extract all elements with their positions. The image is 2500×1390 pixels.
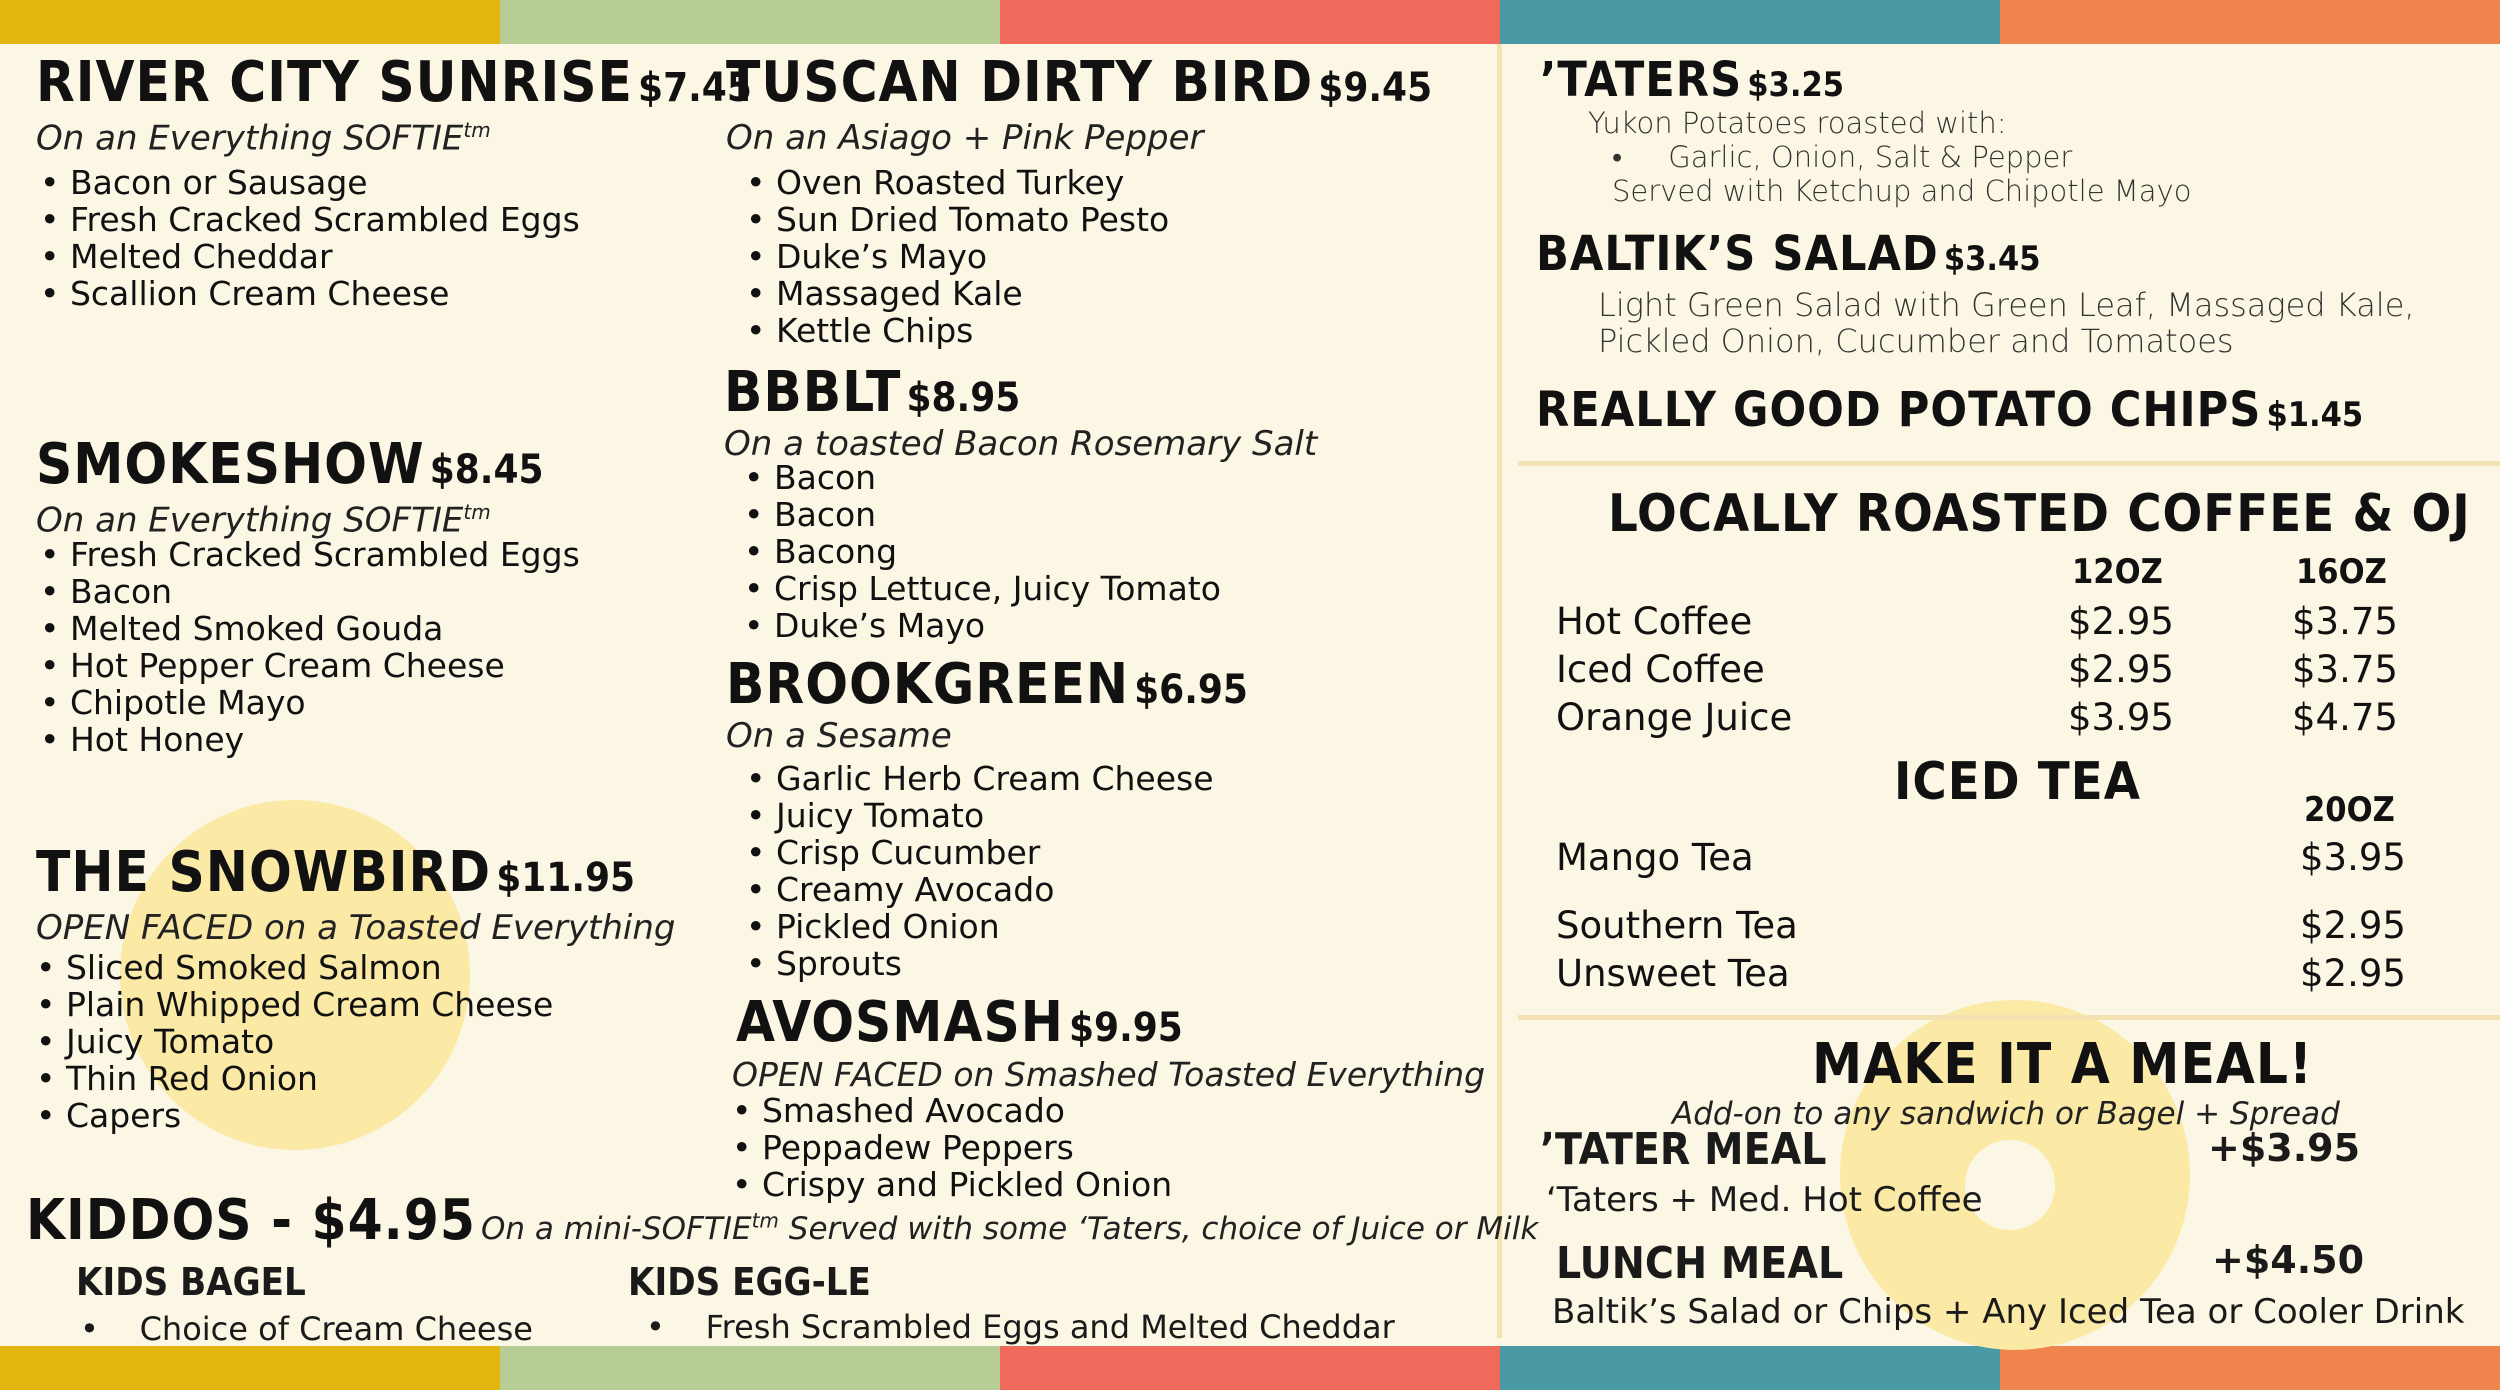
divider-meal-top [1518, 1015, 2500, 1020]
list-item: • Hot Honey [40, 721, 580, 758]
list-item: • Sliced Smoked Salmon [36, 949, 553, 986]
list-item: • Bacon [744, 459, 1221, 496]
table-row-price-12: $3.95 [2068, 696, 2174, 739]
item-name: REALLY GOOD POTATO CHIPS [1536, 382, 2262, 438]
salad-desc-1: Light Green Salad with Green Leaf, Massaged Kale, [1598, 286, 2415, 324]
table-row-name: Orange Juice [1556, 696, 1793, 739]
table-row-name: Mango Tea [1556, 836, 1754, 879]
kids-bagel-heading: KIDS BAGEL [76, 1260, 306, 1304]
vertical-divider [1497, 44, 1502, 1338]
item-price: $6.95 [1134, 667, 1248, 713]
bullet-icon: • [80, 1310, 140, 1348]
divider-coffee-top [1518, 461, 2500, 466]
item-name: SMOKESHOW [36, 432, 425, 497]
table-row-name: Southern Tea [1556, 904, 1798, 947]
trademark: tm [751, 1208, 779, 1233]
list-item: • Smashed Avocado [732, 1092, 1172, 1129]
list-item: • Creamy Avocado [746, 871, 1214, 908]
kids-bagel-option: Choice of Cream Cheese [139, 1310, 533, 1348]
list-item: • Garlic Herb Cream Cheese [746, 760, 1214, 797]
list-item: • Bacon [40, 573, 580, 610]
item-price: $1.45 [2266, 395, 2364, 435]
table-row-price: $3.95 [2300, 836, 2406, 879]
bread-label: On an Everything SOFTIE [36, 118, 464, 159]
bbblt-ingredients [744, 459, 1221, 644]
table-row-price-16: $3.75 [2292, 600, 2398, 643]
item-name: BBBLT [724, 360, 902, 425]
item-name: AVOSMASH [736, 990, 1064, 1055]
chips-heading [1536, 382, 2363, 438]
list-item: • Crisp Lettuce, Juicy Tomato [744, 570, 1221, 607]
list-item: • Massaged Kale [746, 275, 1169, 312]
brookgreen-ingredients [746, 760, 1214, 982]
taters-desc: Yukon Potatoes roasted with: [1588, 106, 2007, 140]
taters-served: Served with Ketchup and Chipotle Mayo [1612, 174, 2192, 208]
item-name: TUSCAN DIRTY BIRD [726, 50, 1314, 115]
smokeshow-ingredients [40, 536, 580, 758]
river-city-bread [36, 118, 491, 158]
item-name: KIDDOS - $4.95 [26, 1188, 476, 1253]
lunch-meal-name: LUNCH MEAL [1556, 1238, 1844, 1289]
list-item: • Thin Red Onion [36, 1060, 553, 1097]
bullet-icon: • [646, 1308, 706, 1346]
meal-subtitle: Add-on to any sandwich or Bagel + Spread [1672, 1096, 2340, 1132]
salad-heading [1536, 226, 2041, 282]
snowbird-ingredients [36, 949, 553, 1134]
list-item: • Fresh Cracked Scrambled Eggs [40, 536, 580, 573]
table-row-name: Hot Coffee [1556, 600, 1753, 643]
river-city-ingredients [40, 164, 580, 312]
list-item: • Sprouts [746, 945, 1214, 982]
lunch-meal-desc: Baltik’s Salad or Chips + Any Iced Tea or Cooler Drink [1552, 1292, 2465, 1332]
list-item: • Scallion Cream Cheese [40, 275, 580, 312]
salad-desc-2: Pickled Onion, Cucumber and Tomatoes [1598, 322, 2234, 360]
snowbird-bread: OPEN FACED on a Toasted Everything [36, 908, 676, 948]
table-row-name: Iced Coffee [1556, 648, 1765, 691]
trademark: tm [463, 118, 491, 142]
kids-eggle-option: Fresh Scrambled Eggs and Melted Cheddar [705, 1308, 1395, 1346]
list-item: • Pickled Onion [746, 908, 1214, 945]
tuscan-bread: On an Asiago + Pink Pepper [726, 118, 1204, 158]
river-city-heading [36, 50, 752, 115]
item-name: BALTIK’S SALAD [1536, 226, 1939, 282]
kids-eggle-item [646, 1308, 1395, 1346]
tuscan-ingredients [746, 164, 1169, 349]
table-row-price: $2.95 [2300, 952, 2406, 995]
item-name: THE SNOWBIRD [36, 840, 492, 905]
bbblt-heading [724, 360, 1020, 425]
list-item: • Sun Dried Tomato Pesto [746, 201, 1169, 238]
taters-bullet [1612, 140, 2072, 175]
brookgreen-heading [726, 652, 1248, 717]
list-item: • Fresh Cracked Scrambled Eggs [40, 201, 580, 238]
item-name: BROOKGREEN [726, 652, 1130, 717]
list-item: • Chipotle Mayo [40, 684, 580, 721]
tater-meal-name: ’TATER MEAL [1540, 1124, 1827, 1175]
list-item: • Hot Pepper Cream Cheese [40, 647, 580, 684]
list-item: • Oven Roasted Turkey [746, 164, 1169, 201]
item-name: ’TATERS [1540, 52, 1743, 108]
snowbird-heading [36, 840, 635, 905]
item-price: $3.25 [1747, 65, 1845, 105]
item-price: $9.95 [1069, 1005, 1183, 1051]
list-item: • Duke’s Mayo [746, 238, 1169, 275]
item-price: $3.45 [1943, 239, 2041, 279]
table-row-price-12: $2.95 [2068, 600, 2174, 643]
trademark: tm [463, 500, 491, 524]
tater-meal-price: +$3.95 [2208, 1126, 2361, 1170]
item-price: $9.45 [1318, 65, 1433, 111]
item-price: $11.95 [496, 855, 636, 901]
item-price: $8.95 [906, 375, 1021, 421]
tuscan-heading [726, 50, 1432, 115]
taters-seasoning: Garlic, Onion, Salt & Pepper [1668, 140, 2073, 174]
table-row-price-16: $4.75 [2292, 696, 2398, 739]
list-item: • Crisp Cucumber [746, 834, 1214, 871]
kids-eggle-heading: KIDS EGG-LE [628, 1260, 871, 1304]
list-item: • Crispy and Pickled Onion [732, 1166, 1172, 1203]
bottom-color-stripe [0, 1346, 2500, 1390]
list-item: • Melted Smoked Gouda [40, 610, 580, 647]
list-item: • Duke’s Mayo [744, 607, 1221, 644]
lunch-meal-price: +$4.50 [2212, 1238, 2365, 1282]
table-row-price-16: $3.75 [2292, 648, 2398, 691]
smokeshow-heading [36, 432, 544, 497]
list-item: • Bacon or Sausage [40, 164, 580, 201]
bbblt-bread: On a toasted Bacon Rosemary Salt [724, 424, 1318, 464]
list-item: • Bacon [744, 496, 1221, 533]
list-item: • Peppadew Peppers [732, 1129, 1172, 1166]
kiddos-sides: Served with some ‘Taters, choice of Juice or Milk [778, 1211, 1539, 1247]
bullet-icon: • [1612, 140, 1669, 174]
kids-bagel-item [80, 1310, 533, 1348]
avosmash-heading [736, 990, 1183, 1055]
table-row-price: $2.95 [2300, 904, 2406, 947]
tea-title: ICED TEA [1894, 752, 2141, 812]
list-item: • Juicy Tomato [36, 1023, 553, 1060]
list-item: • Bacong [744, 533, 1221, 570]
avosmash-bread: OPEN FACED on Smashed Toasted Everything [732, 1055, 1486, 1094]
coffee-title: LOCALLY ROASTED COFFEE & OJ [1608, 484, 2471, 544]
item-name: RIVER CITY SUNRISE [36, 50, 633, 115]
top-color-stripe [0, 0, 2500, 44]
coffee-col-12oz: 12OZ [2072, 552, 2163, 592]
kiddos-bread: On a mini-SOFTIE [480, 1211, 752, 1247]
brookgreen-bread: On a Sesame [726, 716, 952, 756]
table-row-name: Unsweet Tea [1556, 952, 1790, 995]
kiddos-heading [26, 1188, 1538, 1253]
list-item: • Melted Cheddar [40, 238, 580, 275]
bread-label: On an Everything SOFTIE [36, 500, 464, 541]
taters-heading [1540, 52, 1844, 108]
list-item: • Capers [36, 1097, 553, 1134]
list-item: • Plain Whipped Cream Cheese [36, 986, 553, 1023]
kiddos-description [480, 1208, 1539, 1247]
list-item: • Kettle Chips [746, 312, 1169, 349]
coffee-col-16oz: 16OZ [2296, 552, 2387, 592]
list-item: • Juicy Tomato [746, 797, 1214, 834]
avosmash-ingredients [732, 1092, 1172, 1203]
tea-col-20oz: 20OZ [2304, 790, 2395, 830]
tater-meal-desc: ‘Taters + Med. Hot Coffee [1546, 1180, 1983, 1220]
item-price: $7.45 [638, 65, 752, 111]
meal-title: MAKE IT A MEAL! [1812, 1032, 2313, 1097]
table-row-price-12: $2.95 [2068, 648, 2174, 691]
item-price: $8.45 [429, 447, 544, 493]
